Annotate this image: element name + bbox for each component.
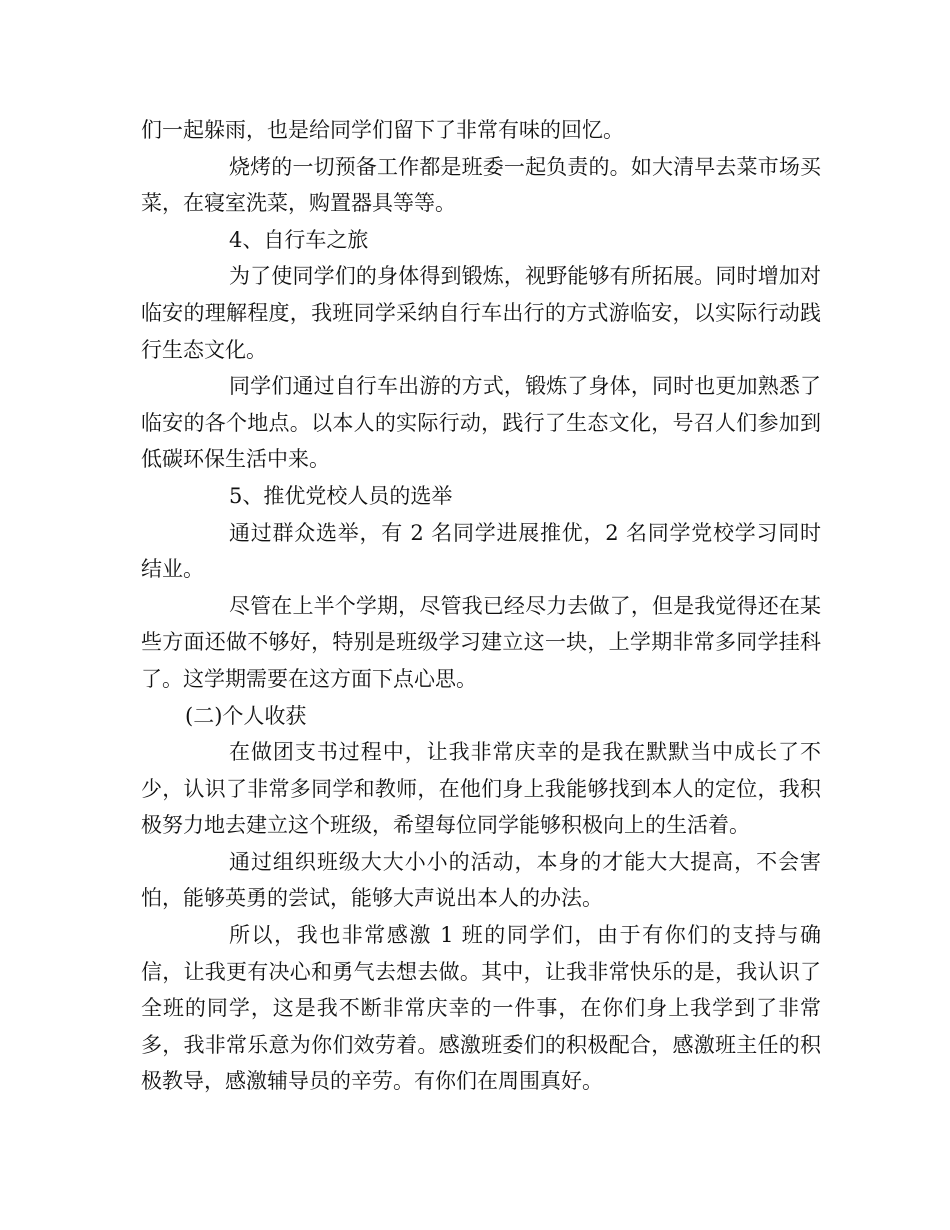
document-body (141, 112, 821, 1100)
paragraph-self-reflection: 尽管在上半个学期，尽管我已经尽力去做了，但是我觉得还在某些方面还做不够好，特别是班级学习建立这一块，上学期非常多同学挂科了。这学期需要在这方面下点心思。 (141, 593, 821, 691)
paragraph-abilities: 通过组织班级大大小小的活动，本身的才能大大提高，不会害怕，能够英勇的尝试，能够大声说出本人的办法。 (141, 849, 821, 911)
paragraph-election-result: 通过群众选举，有 2 名同学进展推优，2 名同学党校学习同时结业。 (141, 520, 821, 582)
paragraph-growth: 在做团支书过程中，让我非常庆幸的是我在默默当中成长了不少，认识了非常多同学和教师，在他们身上我能够找到本人的定位，我积极努力地去建立这个班级，希望每位同学能够积极向上的生活着。 (141, 740, 821, 838)
paragraph-bike-trip-purpose: 为了使同学们的身体得到锻炼，视野能够有所拓展。同时增加对临安的理解程度，我班同学采纳自行车出行的方式游临安，以实际行动践行生态文化。 (141, 264, 821, 362)
section-heading-election: 5、推优党校人员的选举 (229, 483, 453, 508)
paragraph-continuation: 们一起躲雨，也是给同学们留下了非常有味的回忆。 (141, 118, 624, 142)
paragraph-gratitude: 所以，我也非常感激 1 班的同学们，由于有你们的支持与确信，让我更有决心和勇气去想去做。其中，让我非常快乐的是，我认识了全班的同学，这是我不断非常庆幸的一件事，在你们身上我学到了非常多，我非常乐意为你们效劳着。感激班委们的积极配合，感激班主任的积极教导，感激辅导员的辛劳。有你们在周围真好。 (141, 923, 821, 1094)
section-heading-personal-gains: (二)个人收获 (185, 703, 307, 728)
paragraph-bike-trip-result: 同学们通过自行车出游的方式，锻炼了身体，同时也更加熟悉了临安的各个地点。以本人的实际行动，践行了生态文化，号召人们参加到低碳环保生活中来。 (141, 374, 821, 472)
section-heading-bike-trip: 4、自行车之旅 (229, 227, 369, 252)
paragraph-bbq-preparation: 烧烤的一切预备工作都是班委一起负责的。如大清早去菜市场买菜，在寝室洗菜，购置器具等等。 (141, 154, 821, 216)
